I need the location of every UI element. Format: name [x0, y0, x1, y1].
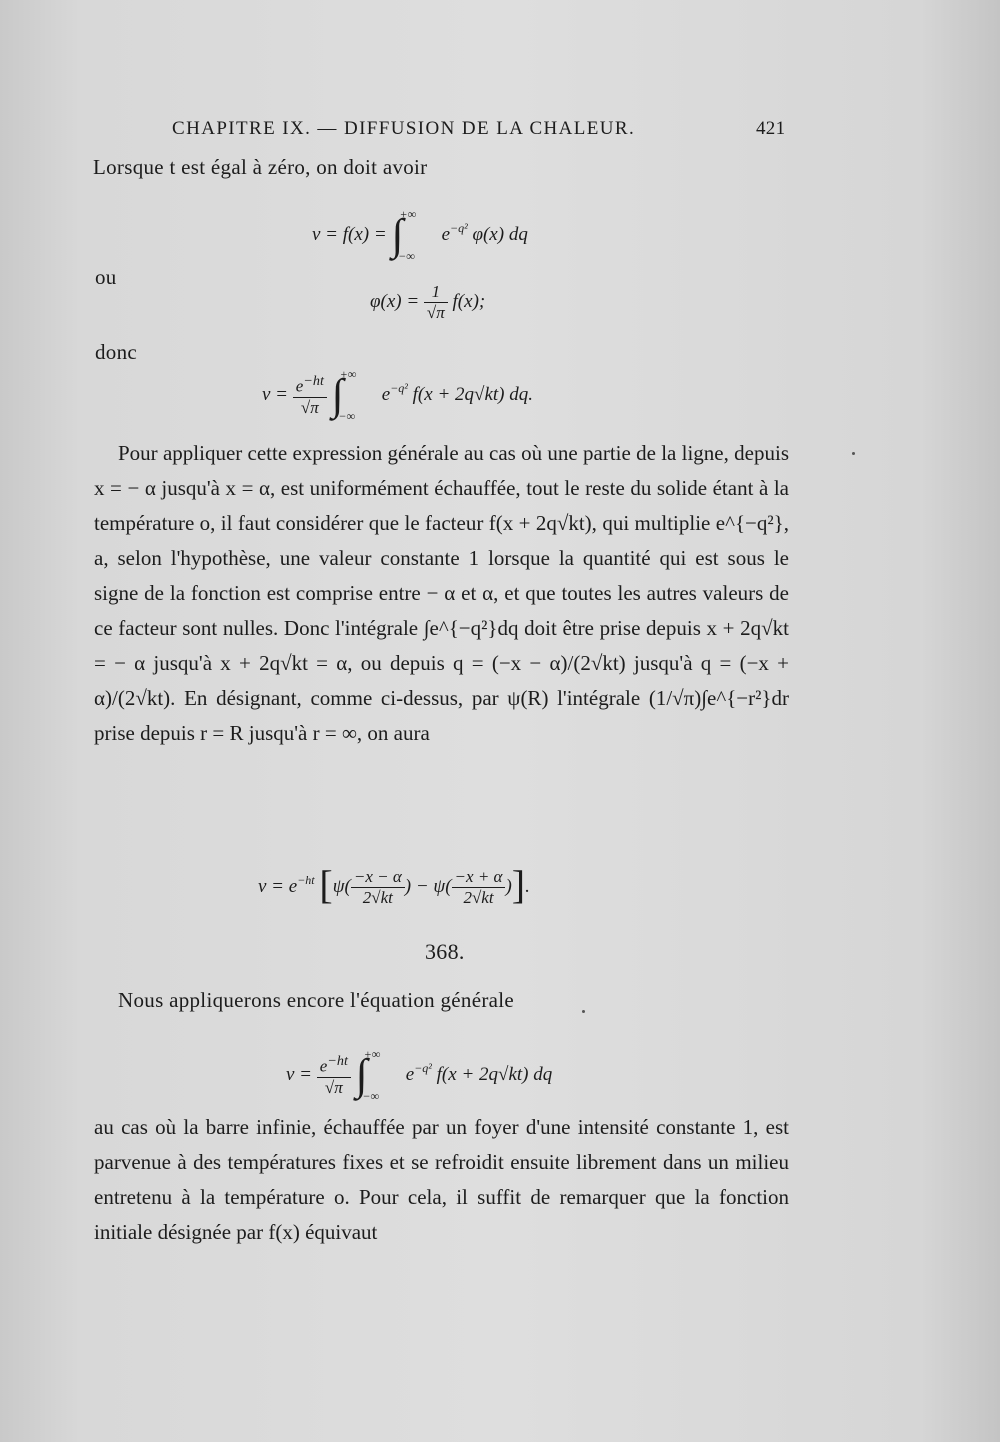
- equation-4: $v = e^{-ht}$ [ψ( $\frac{-x - \alpha}{2√kt}$ ) − ψ( $\frac{-x + \alpha}{2√kt}$ )].: [258, 862, 530, 908]
- section-number: 368.: [425, 939, 465, 964]
- equation-1: $v = f(x) = \int^{+\infty}_{-\infty}$ $e^{-q^2}$ φ(x) dq: [312, 207, 528, 263]
- paragraph-2-intro: Nous appliquerons encore l'équation générale: [118, 988, 515, 1012]
- paragraph-1: Pour appliquer cette expression générale au cas où une partie de la ligne, depuis x = − α jusqu'à x = α, est uniformément échauffée, tout le reste du solide étant à la température o, il faut considérer que le facteur f(x + 2q√kt), qui multiplie e^{−q²}, a, selon l'hypothèse, une valeur constante 1 lorsque la quantité qui est sous le signe de la fonction est comprise entre − α et α, et que toutes les autres valeurs de ce facteur sont nulles. Donc l'intégrale ∫e^{−q²}dq doit être prise depuis x + 2q√kt = − α jusqu'à x + 2q√kt = α, ou depuis q = (−x − α)/(2√kt) jusqu'à q = (−x + α)/(2√kt). En désignant, comme ci-dessus, par ψ(R) l'intégrale (1/√π)∫e^{−r²}dr prise depuis r = R jusqu'à r = ∞, on aura: [94, 441, 789, 745]
- word-ou: ou: [95, 265, 117, 289]
- scan-speck: [852, 452, 855, 455]
- equation-3: v = $\frac{e^{-ht}}{√\pi}$ $\int^{+\infty}_{-\infty}$ $e^{-q^2}$ f(x + 2q√kt) dq.: [262, 367, 533, 423]
- equation-5: v = $\frac{e^{-ht}}{√\pi}$ $\int^{+\infty}_{-\infty}$ $e^{-q^2}$ f(x + 2q√kt) dq: [286, 1047, 553, 1103]
- intro-line: Lorsque t est égal à zéro, on doit avoir: [93, 155, 428, 179]
- scan-speck: [582, 1010, 585, 1013]
- paragraph-3: au cas où la barre infinie, échauffée par un foyer d'une intensité constante 1, est parvenue à des températures fixes et se refroidit ensuite librement dans un milieu entretenu à la température o. Pour cela, il suffit de remarquer que la fonction initiale désignée par f(x) équivaut: [94, 1115, 789, 1244]
- running-header: CHAPITRE IX. — DIFFUSION DE LA CHALEUR.: [172, 118, 636, 139]
- equation-2: φ(x) = $\frac{1}{√\pi}$ f(x);: [370, 282, 486, 322]
- page-number: 421: [756, 118, 786, 139]
- word-donc: donc: [95, 340, 138, 364]
